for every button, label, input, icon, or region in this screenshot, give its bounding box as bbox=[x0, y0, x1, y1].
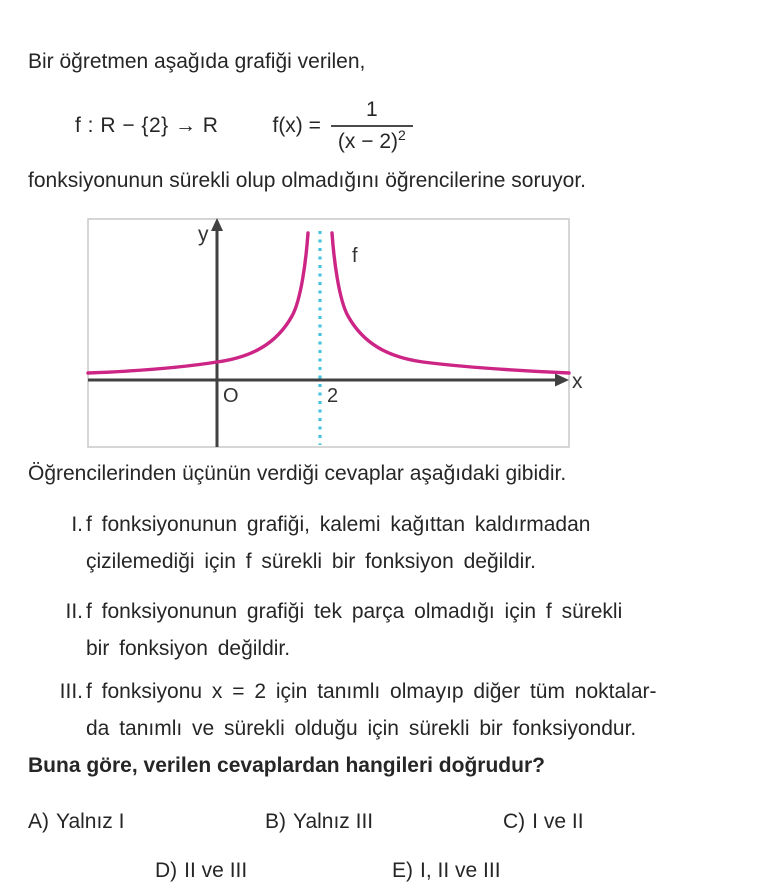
option-e-label: E) bbox=[392, 859, 413, 882]
function-graph bbox=[85, 216, 595, 452]
statement-text-3 bbox=[86, 673, 758, 747]
curve-label: f bbox=[352, 245, 358, 267]
fraction-denominator bbox=[331, 125, 413, 154]
plot-border bbox=[88, 219, 569, 447]
option-c-label: C) bbox=[503, 810, 526, 833]
option-d-label: D) bbox=[155, 859, 178, 882]
curve-left-branch bbox=[88, 233, 308, 373]
origin-label: O bbox=[223, 385, 239, 407]
fraction-denominator-exponent: 2 bbox=[398, 127, 406, 143]
function-mapping: f : R − {2} → R bbox=[75, 114, 219, 137]
option-d[interactable] bbox=[155, 859, 247, 883]
statement-3-line-2: da tanımlı ve sürekli olduğu için sürekli bir fonksiyondur. bbox=[86, 717, 637, 740]
function-fraction bbox=[331, 98, 413, 154]
option-e-text: I, II ve III bbox=[420, 859, 501, 882]
fraction-denominator-base: (x − 2) bbox=[337, 130, 399, 153]
x-axis-arrow-icon bbox=[555, 374, 569, 387]
x-axis-label: x bbox=[572, 370, 583, 393]
y-axis-arrow-icon bbox=[211, 218, 223, 231]
statement-marker-1: I. bbox=[71, 513, 83, 536]
option-b[interactable] bbox=[265, 810, 373, 834]
intro-line-2: fonksiyonunun sürekli olup olmadığını öğrencilerine soruyor. bbox=[28, 169, 586, 192]
option-a[interactable] bbox=[28, 810, 124, 834]
option-a-text: Yalnız I bbox=[56, 810, 125, 833]
statement-text-2 bbox=[86, 593, 758, 667]
statement-1-line-2: çizilemediği için f sürekli bir fonksiyon değildir. bbox=[86, 550, 537, 573]
curve-right-branch bbox=[332, 233, 569, 373]
statement-1-line-1: f fonksiyonunun grafiği, kalemi kağıttan kaldırmadan bbox=[86, 513, 591, 536]
statement-text-1 bbox=[86, 506, 758, 580]
y-axis-label: y bbox=[198, 223, 209, 246]
option-d-text: II ve III bbox=[184, 859, 248, 882]
statement-marker-2: II. bbox=[65, 600, 83, 623]
fraction-numerator: 1 bbox=[366, 98, 378, 121]
question-stem: Buna göre, verilen cevaplardan hangileri doğrudur? bbox=[28, 754, 545, 777]
option-b-text: Yalnız III bbox=[293, 810, 374, 833]
statement-marker-3: III. bbox=[59, 680, 83, 703]
option-a-label: A) bbox=[28, 810, 49, 833]
tick-2-label: 2 bbox=[327, 385, 339, 407]
statement-3-line-1: f fonksiyonu x = 2 için tanımlı olmayıp diğer tüm noktalar- bbox=[86, 680, 657, 703]
option-e[interactable] bbox=[392, 859, 501, 883]
statement-2-line-2: bir fonksiyon değildir. bbox=[86, 637, 291, 660]
option-c[interactable] bbox=[503, 810, 584, 834]
intro-line-1: Bir öğretmen aşağıda grafiği verilen, bbox=[28, 50, 366, 73]
option-c-text: I ve II bbox=[532, 810, 584, 833]
statement-2-line-1: f fonksiyonunun grafiği tek parça olmadığı için f sürekli bbox=[86, 600, 623, 623]
function-fx-label: f(x) = bbox=[272, 114, 321, 137]
option-b-label: B) bbox=[265, 810, 286, 833]
function-definition bbox=[75, 86, 413, 166]
lead-sentence: Öğrencilerinden üçünün verdiği cevaplar aşağıdaki gibidir. bbox=[28, 462, 567, 485]
